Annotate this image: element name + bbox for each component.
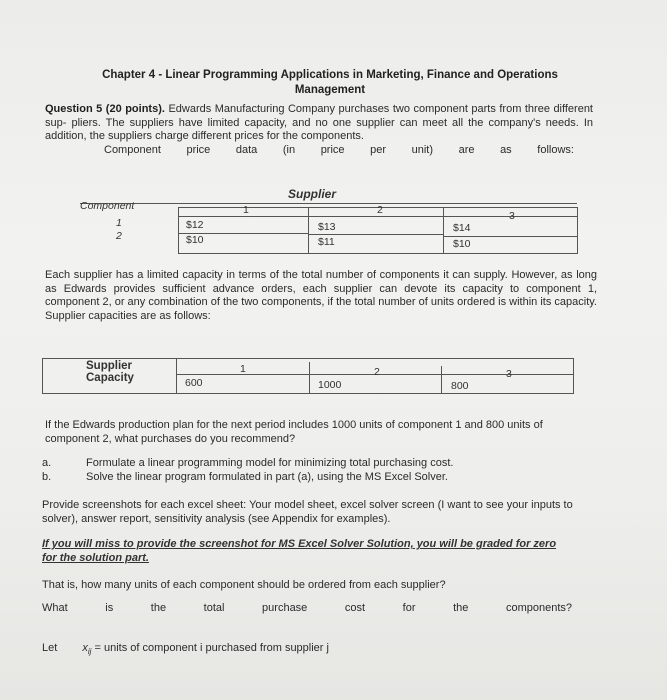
header-rule: [80, 203, 577, 204]
supplier-label: Supplier: [86, 360, 133, 372]
cap-divider-2: [441, 366, 442, 393]
component-row-2: 2: [116, 230, 122, 242]
capacity-label: Capacity: [86, 372, 134, 384]
that-is-line: That is, how many units of each component should be ordered from each supplier?: [42, 579, 446, 591]
question-tail: Component price data (in price per unit) are as follows:: [104, 144, 574, 156]
let-line: Let $x_{ij}$ = units of component i purchased from supplier j: [42, 642, 329, 657]
price-1-1: $12: [186, 219, 204, 231]
plan-paragraph: If the Edwards production plan for the next period includes 1000 units of component 1 and 800 units of component 2, what purchases do you recommend?: [45, 419, 543, 445]
question-paragraph: [45, 103, 593, 144]
capacity-paragraph: Each supplier has a limited capacity in terms of the total number of components it can supply. However, as long as Edwards provides sufficient advance orders, each supplier can devote its capacity to component 1, component 2, or any combination of the two components, if the total number of units ordered is within its capacity. Supplier capacities are as follows:: [45, 269, 597, 322]
cap-divider-1: [309, 362, 310, 393]
supplier-col-2: 2: [377, 204, 383, 216]
title-line-1: Chapter 4 - Linear Programming Applications in Marketing, Finance and Operations: [102, 69, 558, 81]
list-item: a. Formulate a linear programming model for minimizing total purchasing cost.: [42, 457, 454, 469]
col-divider-1: [308, 207, 309, 253]
supplier-col-3: 3: [509, 210, 515, 222]
list-item: b. Solve the linear program formulated in part (a), using the MS Excel Solver.: [42, 471, 448, 483]
component-row-1: 1: [116, 217, 122, 229]
price-1-3: $14: [453, 222, 471, 234]
col-divider-2: [443, 207, 444, 253]
price-1-2: $13: [318, 221, 336, 233]
price-2-2: $11: [318, 236, 335, 248]
price-2-1: $10: [186, 234, 204, 246]
question-label: Question 5 (20 points).: [45, 103, 165, 115]
capacity-1: 600: [185, 377, 203, 389]
supplier-row-rule: [178, 216, 577, 217]
supplier-col-1: 1: [243, 204, 249, 216]
item-list: [42, 456, 592, 484]
warning-text: If you will miss to provide the screenshot for MS Excel Solver Solution, you will be graded for zero for the solution part.: [42, 538, 557, 564]
row-rule-b: [308, 234, 443, 235]
supplier-header: Supplier: [288, 187, 337, 201]
title-line-2: Management: [294, 84, 366, 96]
component-header: Component: [80, 200, 135, 212]
cap-divider-0: [176, 358, 177, 393]
what-line: What is the total purchase cost for the components?: [42, 602, 572, 614]
capacity-2: 1000: [318, 379, 342, 391]
capacity-3: 800: [451, 380, 469, 392]
price-2-3: $10: [453, 238, 471, 250]
question-text: Edwards Manufacturing Company purchases two component parts from three different sup- pliers. The suppliers have limited capacity, and no one supplier can meet all the company's needs. In addition, the suppliers charge different prices for the components.: [45, 103, 593, 142]
row-rule-c: [443, 236, 577, 237]
cap-supplier-2: 2: [374, 366, 380, 378]
screenshots-paragraph: Provide screenshots for each excel sheet: Your model sheet, excel solver screen (I want to see your inputs to solver), answer report, sensitivity analysis (see Appendix for examples).: [42, 499, 573, 525]
page-title: [60, 68, 600, 98]
cap-supplier-1: 1: [240, 363, 246, 375]
cap-supplier-3: 3: [506, 368, 512, 380]
